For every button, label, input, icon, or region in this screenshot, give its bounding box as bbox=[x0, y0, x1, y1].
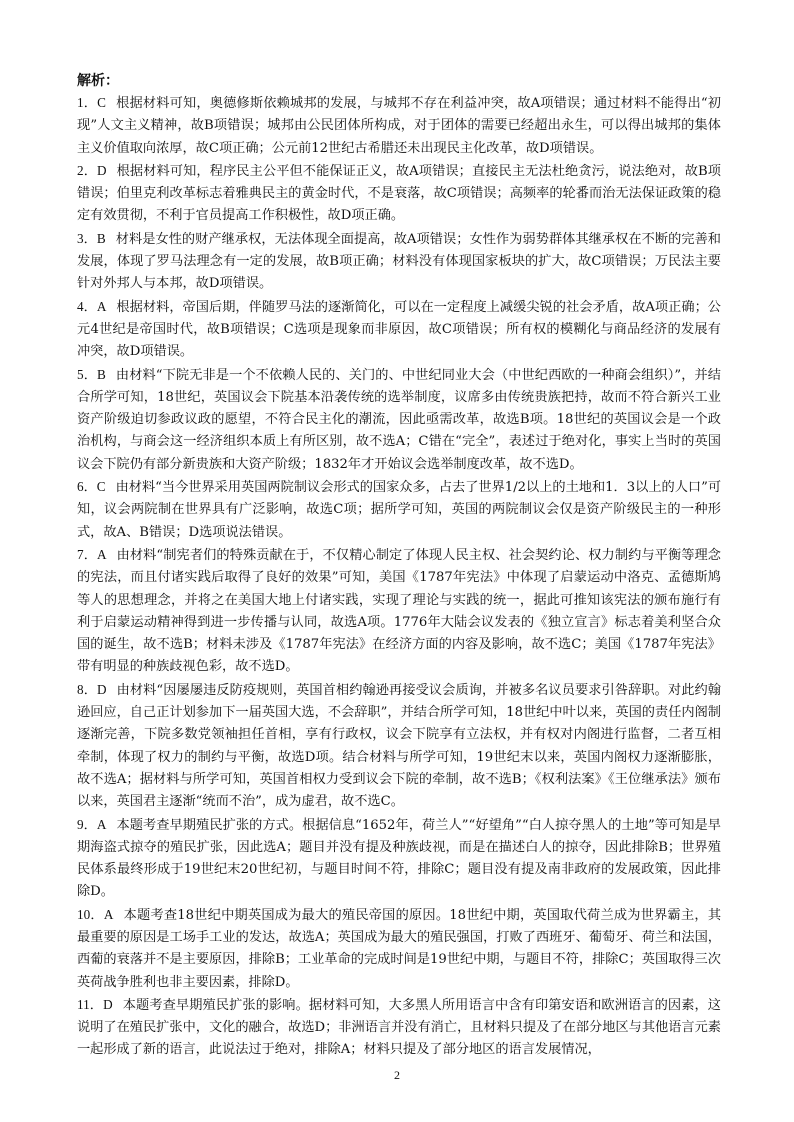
answer-number: 1．C bbox=[77, 95, 106, 110]
answer-explanation: 本题考查18世纪中期英国成为最大的殖民帝国的原因。18世纪中期，英国取代荷兰成为世界霸主，其最重要的原因是工场手工业的发达，故选A；英国成为最大的殖民强国，打败了西班牙、葡萄牙、荷兰和法国，西葡的衰落并不是主要原因，排除B；工业革命的完成时间是19世纪中期，与题目不符，排除C；英国取得三次英荷战争胜利也非主要因素，排除D。 bbox=[77, 907, 722, 990]
answer-number: 4．A bbox=[77, 298, 107, 314]
answer-item bbox=[77, 476, 721, 544]
answer-number: 6．C bbox=[77, 479, 106, 495]
answer-explanation: 根据材料可知，奥德修斯依赖城邦的发展，与城邦不存在利益冲突，故A项错误；通过材料不能得出“初现”人文主义精神，故B项错误；城邦由公民团体所构成，对于团体的需要已经超出永生，可以得出城邦的集体主义价值取向浓厚，故C项正确；公元前12世纪古希腊还未出现民主化改革，故D项错误。 bbox=[77, 96, 721, 156]
answer-explanation: 由材料“制宪者们的特殊贡献在于，不仅精心制定了体现人民主权、社会契约论、权力制约与平衡等理念的宪法，而且付诸实践后取得了良好的效果”可知，美国《1787年宪法》中体现了启蒙运动中洛克、孟德斯鸠等人的思想理念，并将之在美国大地上付诸实践，实现了理论与实践的统一，据此可推知该宪法的颁布施行有利于启蒙运动精神得到进一步传播与认同，故选A项。1776年大陆会议发表的《独立宣言》标志着美利坚合众国的诞生，故不选B；材料未涉及《1787年宪法》在经济方面的内容及影响，故不选C；美国《1787年宪法》带有明显的种族歧视色彩，故不选D。 bbox=[77, 547, 721, 675]
answer-item bbox=[77, 994, 721, 1062]
answer-number: 8．D bbox=[77, 681, 107, 697]
answer-number: 11．D bbox=[77, 996, 113, 1012]
answer-item bbox=[77, 814, 721, 904]
answer-item bbox=[77, 296, 721, 364]
answer-explanation: 根据材料可知，程序民主公平但不能保证正义，故A项错误；直接民主无法杜绝贪污，说法绝对，故B项错误；伯里克利改革标志着雅典民主的黄金时代，不是衰落，故C项错误；高频率的轮番而治无法保证政策的稳定有效贯彻，不利于官员提高工作积极性，故D项正确。 bbox=[77, 163, 721, 224]
answer-item bbox=[77, 92, 721, 160]
answer-explanation: 材料是女性的财产继承权，无法体现全面提高，故A项错误；女性作为弱势群体其继承权在不断的完善和发展，体现了罗马法理念有一定的发展，故B项正确；材料没有体现国家板块的扩大，故C项错误；万民法主要针对外邦人与本邦，故D项错误。 bbox=[77, 231, 721, 292]
answer-item bbox=[77, 364, 721, 476]
answer-number: 2．D bbox=[77, 162, 107, 178]
page-number: 2 bbox=[394, 1068, 400, 1082]
answer-item bbox=[77, 544, 721, 679]
answer-explanation: 由材料“当今世界采用英国两院制议会形式的国家众多，占去了世界1/2以上的土地和1．3以上的人口”可知，议会两院制在世界具有广泛影响，故选C项；据所学可知，英国的两院制议会仅是资产阶级民主的一种形式，故A、B错误；D选项说法错误。 bbox=[77, 480, 722, 540]
document-body bbox=[77, 70, 721, 1062]
answer-list bbox=[77, 92, 721, 1062]
answer-explanation: 本题考查早期殖民扩张的影响。据材料可知，大多黑人所用语言中含有印第安语和欧洲语言的因素，这说明了在殖民扩张中，文化的融合，故选D；非洲语言并没有消亡，且材料只提及了在部分地区与其他语言元素一起形成了新的语言，此说法过于绝对，排除A；材料只提及了部分地区的语言发展情况， bbox=[77, 997, 721, 1058]
answer-item bbox=[77, 228, 721, 296]
answer-explanation: 本题考查早期殖民扩张的方式。根据信息“1652年，荷兰人”“好望角”“白人掠夺黑人的土地”等可知是早期海盗式掠夺的殖民扩张，因此选A；题目并没有提及种族歧视，而是在描述白人的掠夺，因此排除B；世界殖民体系最终形成于19世纪末20世纪初，与题目时间不符，排除C；题目没有提及南非政府的发展政策，因此排除D。 bbox=[77, 817, 721, 900]
answer-explanation: 由材料“因屡屡违反防疫规则，英国首相约翰逊再接受议会质询，并被多名议员要求引咎辞职。对此约翰逊回应，自己正计划参加下一届英国大选，不会辞职”，并结合所学可知，18世纪中叶以来，英国的责任内阁制逐渐完善，下院多数党领袖担任首相，享有行政权，议会下院享有立法权，并有权对内阁进行监督，二者互相牵制，体现了权力的制约与平衡，故选D项。结合材料与所学可知，19世纪末以来，英国内阁权力逐渐膨胀，故不选A；据材料与所学可知，英国首相权力受到议会下院的牵制，故不选B；《权利法案》《王位继承法》颁布以来，英国君主逐渐“统而不治”，成为虚君，故不选C。 bbox=[77, 682, 721, 810]
answer-item bbox=[77, 160, 721, 228]
answer-item bbox=[77, 679, 721, 814]
answer-number: 5．B bbox=[77, 366, 106, 382]
analysis-heading: 解析： bbox=[77, 73, 119, 89]
answer-number: 10．A bbox=[77, 906, 114, 922]
answer-item bbox=[77, 904, 721, 994]
answer-number: 9．A bbox=[77, 816, 107, 832]
answer-number: 7．A bbox=[77, 546, 107, 562]
answer-explanation: 由材料“下院无非是一个不依赖人民的、关门的、中世纪同业大会（中世纪西欧的一种商会组织）”，并结合所学可知，18世纪，英国议会下院基本沿袭传统的选举制度，议席多由传统贵族把持，故而不符合新兴工业资产阶级迫切参政议政的愿望，不符合民主化的潮流，因此亟需改革，故选B项。18世纪的英国议会是一个政治机构，与商会这一经济组织本质上有所区别，故不选A；C错在“完全”，表述过于绝对化，事实上当时的英国议会下院仍有部分新贵族和大资产阶级；1832年才开始议会选举制度改革，故不选D。 bbox=[77, 367, 721, 472]
answer-explanation: 根据材料，帝国后期，伴随罗马法的逐渐简化，可以在一定程度上减缓尖锐的社会矛盾，故A项正确；公元4世纪是帝国时代，故B项错误；C选项是现象而非原因，故C项错误；所有权的模糊化与商品经济的发展有冲突，故D项错误。 bbox=[77, 299, 721, 360]
answer-number: 3．B bbox=[77, 230, 106, 246]
